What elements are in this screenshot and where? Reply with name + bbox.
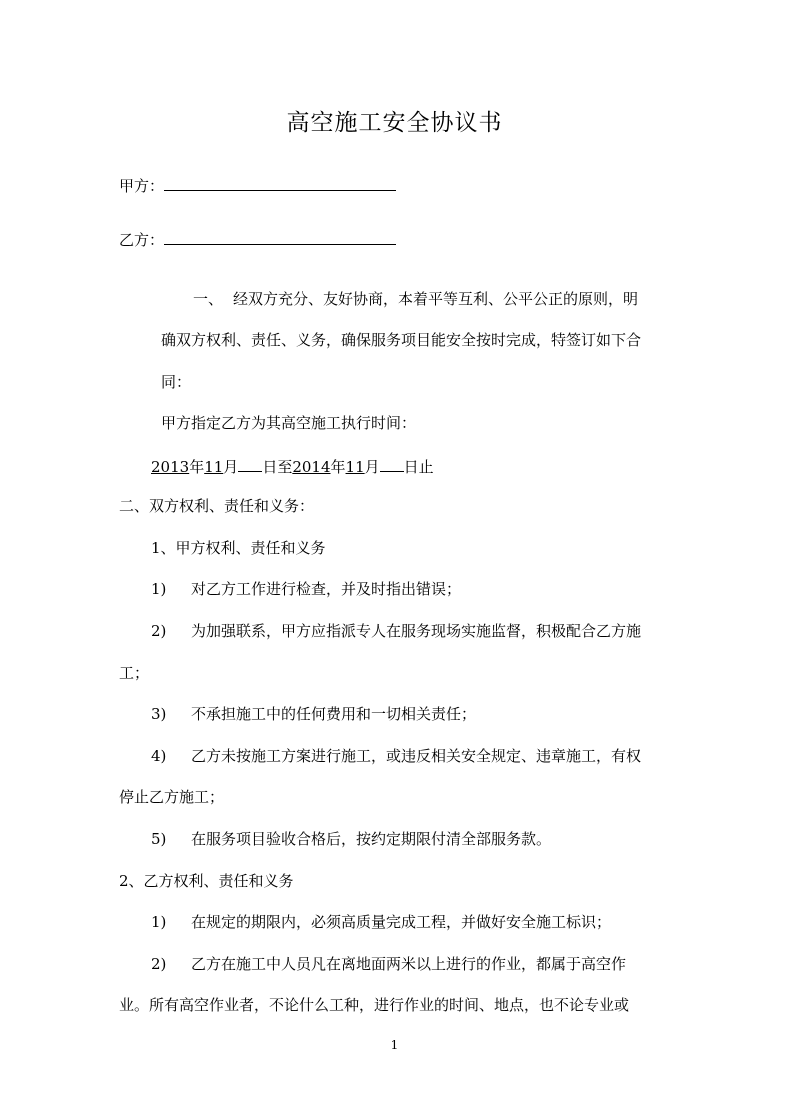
item-text: 乙方在施工中人员凡在离地面两米以上进行的作业，都属于高空作	[191, 955, 627, 973]
party-a-blank	[164, 174, 396, 191]
sub1-item-2	[151, 621, 641, 641]
party-b-line	[119, 228, 396, 250]
sub2-item-2	[151, 954, 626, 974]
item-text: 为加强联系，甲方应指派专人在服务现场实施监督，积极配合乙方施	[191, 622, 642, 640]
item-number: 1)	[151, 580, 167, 598]
item-text: 在服务项目验收合格后，按约定期限付清全部服务款。	[191, 830, 552, 848]
sub1-item-1	[151, 579, 461, 599]
party-a-line	[119, 174, 396, 196]
section1-text1: 经双方充分、友好协商，本着平等互利、公平公正的原则，明	[233, 290, 639, 308]
end-day-blank	[380, 455, 404, 472]
sub1-item-3	[151, 704, 476, 724]
party-b-blank	[164, 228, 396, 245]
sub1-item-5	[151, 829, 551, 849]
date-end-text: 日止	[403, 458, 434, 476]
item-number: 5)	[151, 830, 167, 848]
month-char: 月	[364, 458, 380, 476]
item-text: 乙方未按施工方案进行施工，或违反相关安全规定、违章施工，有权	[191, 747, 642, 765]
item-number: 2)	[151, 622, 167, 640]
item-text: 对乙方工作进行检查，并及时指出错误；	[191, 580, 462, 598]
start-month: 11	[204, 458, 224, 476]
item-number: 1)	[151, 913, 167, 931]
section1-line4: 甲方指定乙方为其高空施工执行时间：	[161, 414, 417, 432]
start-day-blank	[238, 455, 262, 472]
item-text: 不承担施工中的任何费用和一切相关责任；	[191, 705, 477, 723]
date-line	[151, 455, 434, 477]
item-text: 在规定的期限内，必须高质量完成工程，并做好安全施工标识；	[191, 913, 612, 931]
item-number: 4)	[151, 747, 167, 765]
end-year: 2014	[292, 458, 331, 476]
sub1-item-4-cont: 停止乙方施工；	[119, 788, 225, 806]
party-a-label: 甲方：	[119, 177, 165, 195]
section1-line1	[193, 289, 638, 309]
section1-line2: 确双方权利、责任、义务，确保服务项目能安全按时完成，特签订如下合	[161, 331, 642, 349]
sub1-item-4	[151, 746, 641, 766]
sub2-heading: 2、乙方权利、责任和义务	[119, 872, 294, 890]
party-b-label: 乙方：	[119, 231, 165, 249]
year-char: 年	[189, 458, 205, 476]
year-char: 年	[330, 458, 346, 476]
section2-heading: 二、双方权利、责任和义务：	[119, 497, 315, 515]
month-char: 月	[223, 458, 239, 476]
sub2-item-2-cont: 业。所有高空作业者，不论什么工种，进行作业的时间、地点，也不论专业或	[119, 996, 630, 1014]
section1-line3: 同：	[161, 373, 192, 391]
section1-marker: 一、	[193, 290, 224, 308]
document-title: 高空施工安全协议书	[286, 110, 503, 136]
end-month: 11	[345, 458, 365, 476]
start-year: 2013	[151, 458, 190, 476]
date-mid-text: 日至	[262, 458, 293, 476]
sub1-heading: 1、甲方权利、责任和义务	[151, 539, 326, 557]
sub1-item-2-cont: 工；	[119, 664, 150, 682]
item-number: 2)	[151, 955, 167, 973]
item-number: 3)	[151, 705, 167, 723]
sub2-item-1	[151, 912, 611, 932]
page-number: 1	[390, 1038, 399, 1052]
